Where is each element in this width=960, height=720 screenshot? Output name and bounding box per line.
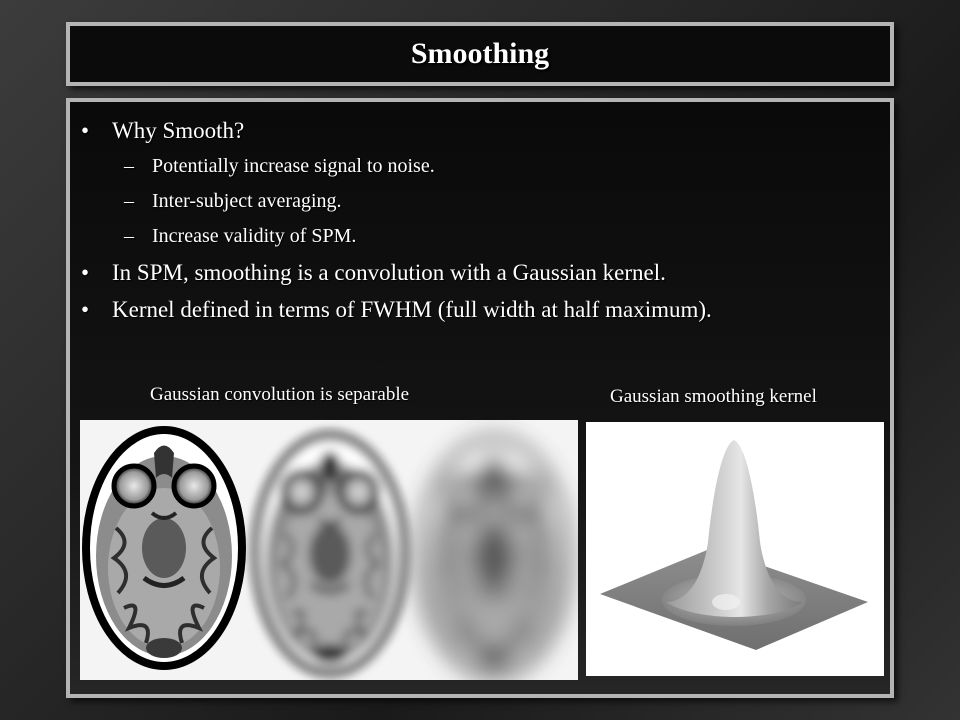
brain-smoothing-figure: [80, 420, 578, 680]
bullet-symbol: •: [81, 260, 90, 285]
gaussian-kernel-figure: [586, 422, 884, 676]
content-box: [66, 98, 894, 698]
bullet-list: [70, 112, 890, 328]
brain-images-svg: [80, 420, 578, 680]
sub-symbol: –: [124, 190, 134, 212]
sub-text: Potentially increase signal to noise.: [152, 155, 435, 177]
bullet-item: [70, 254, 890, 291]
bullet-text: Kernel defined in terms of FWHM (full width at half maximum).: [112, 297, 712, 322]
brain-original: [86, 430, 242, 666]
bullet-symbol: •: [81, 297, 90, 322]
bullet-symbol: •: [81, 118, 90, 143]
bullet-text: Why Smooth?: [112, 118, 245, 143]
caption-kernel: Gaussian smoothing kernel: [610, 386, 817, 407]
slide-title: Smoothing: [410, 37, 550, 70]
sub-item: [70, 219, 890, 254]
sub-item: [70, 149, 890, 184]
sub-item: [70, 184, 890, 219]
brain-smoothed-once: [256, 436, 404, 672]
sub-text: Inter-subject averaging.: [152, 190, 342, 212]
gaussian-kernel-svg: [586, 422, 884, 676]
sub-text: Increase validity of SPM.: [152, 225, 357, 247]
title-box: [66, 22, 894, 86]
sub-symbol: –: [124, 155, 134, 177]
brain-smoothed-twice: [420, 440, 568, 676]
bullet-item: [70, 291, 890, 328]
bullet-text: In SPM, smoothing is a convolution with a Gaussian kernel.: [112, 260, 666, 285]
bullet-item: [70, 112, 890, 149]
sub-symbol: –: [124, 225, 134, 247]
caption-convolution: Gaussian convolution is separable: [150, 384, 410, 405]
